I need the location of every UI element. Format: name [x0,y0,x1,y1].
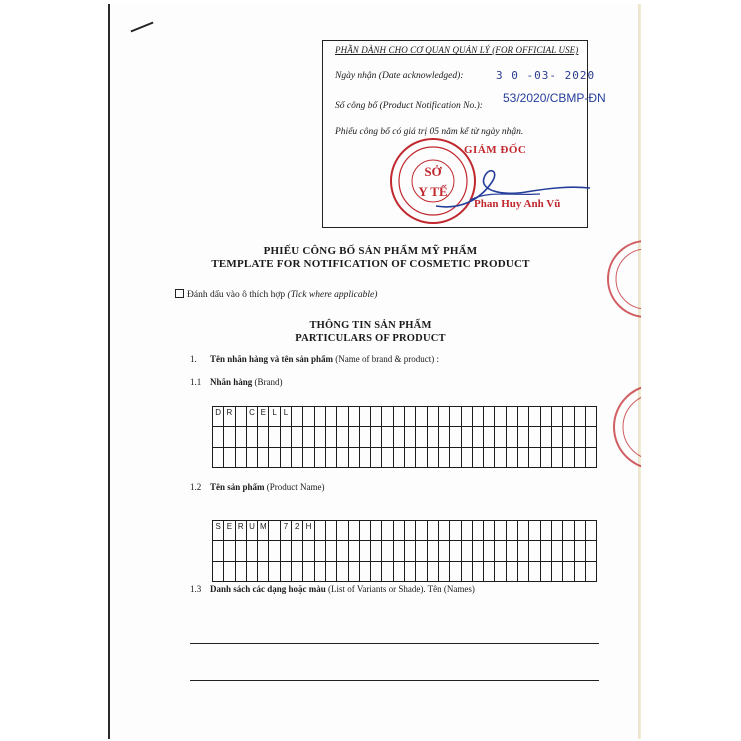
brand-cell[interactable] [213,427,224,447]
director-title: GIÁM ĐỐC [464,144,527,156]
product-cell[interactable] [427,521,438,541]
brand-cell[interactable] [416,427,427,447]
brand-cell[interactable] [563,427,574,447]
product-cell[interactable] [280,561,291,581]
brand-cell[interactable] [337,447,348,467]
brand-cell[interactable] [472,407,483,427]
section-1-2: 1.2 Tên sản phẩm (Product Name) [190,482,325,492]
brand-cell[interactable] [518,407,529,427]
brand-cell[interactable] [540,427,551,447]
brand-cell[interactable] [382,427,393,447]
brand-cell[interactable] [585,407,596,427]
brand-cell[interactable] [393,427,404,447]
product-cell[interactable] [235,561,246,581]
brand-cell[interactable] [303,447,314,467]
product-cell[interactable] [438,521,449,541]
product-cell[interactable] [416,521,427,541]
brand-cell[interactable]: L [280,407,291,427]
next-page-edge [638,4,641,739]
brand-cell[interactable] [574,427,585,447]
product-cell[interactable] [472,561,483,581]
product-cell[interactable] [540,561,551,581]
product-cell[interactable] [393,561,404,581]
product-cell[interactable] [574,521,585,541]
product-cell[interactable] [405,521,416,541]
brand-cell[interactable] [416,407,427,427]
product-cell[interactable]: 2 [292,521,303,541]
product-cell[interactable] [484,541,495,561]
brand-cell[interactable] [292,427,303,447]
brand-cell[interactable] [258,427,269,447]
brand-cell[interactable] [371,447,382,467]
brand-cell[interactable] [359,447,370,467]
brand-cell[interactable] [551,427,562,447]
brand-cell[interactable] [292,407,303,427]
form-title-en: TEMPLATE FOR NOTIFICATION OF COSMETIC PRODUCT [211,258,530,270]
brand-cell[interactable] [506,407,517,427]
brand-cell[interactable] [416,447,427,467]
product-cell[interactable] [461,521,472,541]
product-cell[interactable] [472,541,483,561]
product-cell[interactable] [585,521,596,541]
product-cell[interactable] [325,561,336,581]
product-cell[interactable] [585,541,596,561]
brand-cell[interactable] [303,427,314,447]
product-cell[interactable] [359,561,370,581]
product-row [213,541,597,561]
brand-cell[interactable] [405,407,416,427]
product-cell[interactable] [472,521,483,541]
brand-cell[interactable] [529,407,540,427]
brand-cell[interactable] [563,407,574,427]
brand-cell[interactable] [484,447,495,467]
product-cell[interactable] [303,561,314,581]
product-cell[interactable] [484,521,495,541]
brand-cell[interactable] [574,407,585,427]
product-cell[interactable] [235,541,246,561]
brand-cell[interactable] [325,407,336,427]
brand-cell[interactable] [585,427,596,447]
brand-cell[interactable] [518,427,529,447]
validity-label: Phiếu công bố có giá trị 05 năm kể từ ngày nhận. [335,127,524,137]
product-cell[interactable]: E [224,521,235,541]
product-cell[interactable] [314,541,325,561]
brand-cell[interactable]: E [258,407,269,427]
brand-cell[interactable] [484,407,495,427]
product-cell[interactable] [529,521,540,541]
brand-cell[interactable] [325,447,336,467]
product-cell[interactable] [382,541,393,561]
product-cell[interactable] [213,541,224,561]
product-cell[interactable] [563,541,574,561]
product-cell[interactable] [551,521,562,541]
product-cell[interactable] [484,561,495,581]
product-cell[interactable] [258,541,269,561]
brand-cell[interactable] [382,447,393,467]
brand-cell[interactable] [506,447,517,467]
brand-cell[interactable] [382,407,393,427]
brand-cell[interactable] [337,427,348,447]
brand-cell[interactable] [348,447,359,467]
brand-cell[interactable] [438,447,449,467]
brand-row [213,407,597,427]
brand-cell[interactable] [292,447,303,467]
brand-cell[interactable] [450,427,461,447]
brand-cell[interactable] [348,407,359,427]
product-cell[interactable] [551,541,562,561]
product-cell[interactable] [574,561,585,581]
product-cell[interactable] [506,541,517,561]
product-cell[interactable] [213,561,224,581]
product-cell[interactable] [540,541,551,561]
brand-cell[interactable] [213,447,224,467]
brand-cell[interactable] [337,407,348,427]
product-cell[interactable] [382,521,393,541]
brand-row [213,447,597,467]
brand-cell[interactable] [246,447,257,467]
side-seal-bottom [612,380,641,474]
product-cell[interactable] [518,561,529,581]
product-cell[interactable] [337,561,348,581]
brand-cell[interactable] [359,427,370,447]
product-cell[interactable] [551,561,562,581]
brand-cell[interactable] [450,407,461,427]
product-cell[interactable]: R [235,521,246,541]
product-cell[interactable] [438,541,449,561]
product-cell[interactable] [371,561,382,581]
product-cell[interactable] [416,561,427,581]
product-cell[interactable]: H [303,521,314,541]
product-cell[interactable] [461,561,472,581]
variants-line-1[interactable] [190,643,599,644]
product-cell[interactable] [506,561,517,581]
brand-cell[interactable] [461,427,472,447]
product-cell[interactable] [438,561,449,581]
product-cell[interactable] [563,521,574,541]
product-cell[interactable] [450,521,461,541]
brand-cell[interactable] [427,447,438,467]
product-cell[interactable]: U [246,521,257,541]
product-row [213,521,597,541]
section-1-3: 1.3 Danh sách các dạng hoặc màu (List of Variants or Shade). Tên (Names) [190,584,475,594]
notification-number-label: Số công bố (Product Notification No.): [335,101,483,111]
brand-cell[interactable] [235,427,246,447]
product-cell[interactable] [563,561,574,581]
checkbox-icon[interactable] [175,289,184,298]
brand-cell[interactable]: C [246,407,257,427]
tick-note-en: (Tick where applicable) [287,290,378,300]
tick-note-vi: Đánh dấu vào ô thích hợp [187,290,286,300]
product-cell[interactable] [529,541,540,561]
date-acknowledged-label: Ngày nhận (Date acknowledged): [335,71,464,81]
product-cell[interactable] [246,541,257,561]
product-cell[interactable] [427,561,438,581]
product-cell[interactable] [427,541,438,561]
brand-cell[interactable] [551,407,562,427]
brand-cell[interactable] [235,407,246,427]
brand-cell[interactable] [427,427,438,447]
seal-sub-text: Y TẾ [418,184,448,199]
product-cell[interactable] [348,541,359,561]
brand-cell[interactable] [280,447,291,467]
brand-cell[interactable] [472,427,483,447]
brand-cell[interactable] [472,447,483,467]
brand-cell[interactable] [359,407,370,427]
brand-cell[interactable] [529,447,540,467]
brand-cell[interactable] [529,427,540,447]
brand-cell[interactable] [518,447,529,467]
brand-cell[interactable] [303,407,314,427]
date-acknowledged-value: 3 0 -03- 2020 [496,69,596,82]
brand-cell[interactable] [224,447,235,467]
product-cell[interactable] [393,541,404,561]
product-cell[interactable] [518,541,529,561]
product-cell[interactable] [371,541,382,561]
brand-cell[interactable]: D [213,407,224,427]
product-cell[interactable] [224,541,235,561]
brand-cell[interactable] [438,427,449,447]
product-cell[interactable] [337,541,348,561]
variants-line-2[interactable] [190,680,599,681]
product-cell[interactable] [405,561,416,581]
product-cell[interactable] [325,541,336,561]
brand-cell[interactable] [540,447,551,467]
brand-cell[interactable] [348,427,359,447]
product-cell[interactable] [224,561,235,581]
particulars-title-vi: THÔNG TIN SẢN PHẨM [309,320,432,331]
brand-cell[interactable] [258,447,269,467]
brand-cell[interactable] [450,447,461,467]
product-cell[interactable] [382,561,393,581]
brand-cell[interactable] [495,447,506,467]
brand-cell[interactable] [393,447,404,467]
product-cell[interactable] [416,541,427,561]
brand-cell[interactable] [314,447,325,467]
product-cell[interactable]: M [258,521,269,541]
brand-cell[interactable] [314,407,325,427]
product-cell[interactable] [495,521,506,541]
brand-cell[interactable] [224,427,235,447]
brand-cell[interactable] [269,427,280,447]
brand-cell[interactable] [506,427,517,447]
product-cell[interactable] [495,541,506,561]
product-cell[interactable] [393,521,404,541]
product-cell[interactable] [269,521,280,541]
brand-cell[interactable] [495,407,506,427]
brand-row [213,427,597,447]
director-signature [430,160,595,220]
brand-cell[interactable] [269,447,280,467]
brand-cell[interactable] [371,427,382,447]
brand-cell[interactable] [484,427,495,447]
brand-cell[interactable] [246,427,257,447]
product-cell[interactable] [348,521,359,541]
product-cell[interactable] [540,521,551,541]
product-cell[interactable]: S [213,521,224,541]
product-cell[interactable] [574,541,585,561]
product-row [213,561,597,581]
product-cell[interactable] [314,521,325,541]
product-cell[interactable] [292,541,303,561]
form-title-vi: PHIẾU CÔNG BỐ SẢN PHẨM MỸ PHẨM [263,245,478,257]
product-cell[interactable] [495,561,506,581]
product-cell[interactable] [359,521,370,541]
product-cell[interactable] [461,541,472,561]
product-cell[interactable] [337,521,348,541]
brand-cell[interactable] [371,407,382,427]
product-cell[interactable] [585,561,596,581]
brand-cell[interactable] [461,447,472,467]
product-cell[interactable] [518,521,529,541]
director-name: Phan Huy Anh Vũ [474,198,561,210]
product-cell[interactable] [405,541,416,561]
brand-cell[interactable] [574,447,585,467]
product-cell[interactable] [280,541,291,561]
product-cell[interactable]: 7 [280,521,291,541]
brand-grid [212,406,597,468]
tick-instruction [175,289,377,300]
product-cell[interactable] [303,541,314,561]
product-cell[interactable] [506,521,517,541]
brand-cell[interactable] [393,407,404,427]
brand-cell[interactable] [551,447,562,467]
brand-cell[interactable] [427,407,438,427]
brand-cell[interactable] [438,407,449,427]
product-cell[interactable] [359,541,370,561]
section-1-1: 1.1 Nhãn hàng (Brand) [190,377,283,387]
product-cell[interactable] [450,561,461,581]
brand-cell[interactable] [405,447,416,467]
product-cell[interactable] [325,521,336,541]
section-1: 1. Tên nhãn hàng và tên sản phẩm (Name of brand & product) : [190,354,440,364]
brand-cell[interactable] [540,407,551,427]
product-cell[interactable] [348,561,359,581]
brand-cell[interactable] [495,427,506,447]
brand-cell[interactable] [280,427,291,447]
notification-number-value: 53/2020/CBMP-ĐN [503,91,606,105]
particulars-title-en: PARTICULARS OF PRODUCT [295,333,446,344]
product-name-grid [212,520,597,582]
brand-cell[interactable] [405,427,416,447]
brand-cell[interactable] [563,447,574,467]
product-cell[interactable] [371,521,382,541]
brand-cell[interactable] [585,447,596,467]
brand-cell[interactable] [325,427,336,447]
product-cell[interactable] [529,561,540,581]
brand-cell[interactable]: L [269,407,280,427]
product-cell[interactable] [269,561,280,581]
brand-cell[interactable] [235,447,246,467]
product-cell[interactable] [450,541,461,561]
brand-cell[interactable] [461,407,472,427]
seal-main-text: SỞ [424,164,442,179]
product-cell[interactable] [314,561,325,581]
product-cell[interactable] [269,541,280,561]
brand-cell[interactable]: R [224,407,235,427]
official-use-title: PHẦN DÀNH CHO CƠ QUAN QUẢN LÝ (FOR OFFICIAL USE) [335,45,579,55]
product-cell[interactable] [246,561,257,581]
product-cell[interactable] [292,561,303,581]
brand-cell[interactable] [314,427,325,447]
product-cell[interactable] [258,561,269,581]
